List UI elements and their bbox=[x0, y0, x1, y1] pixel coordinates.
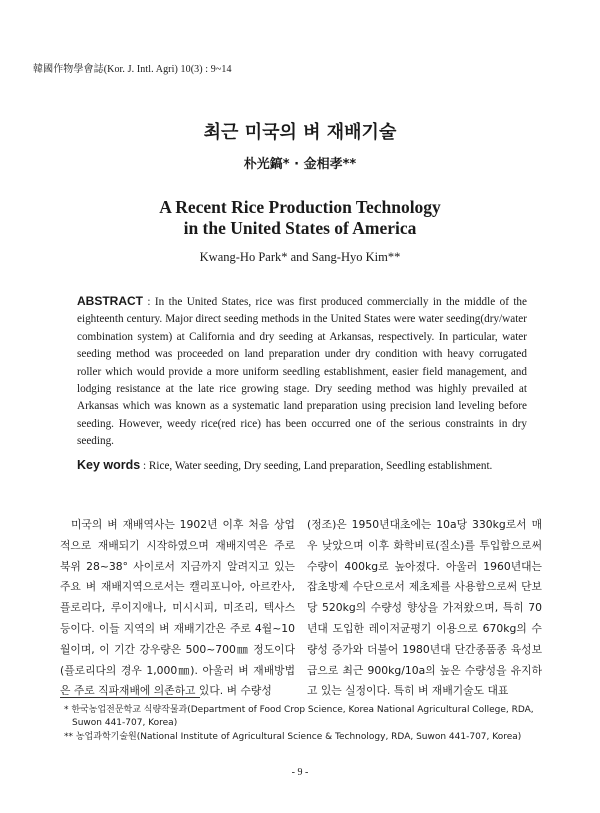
title-korean: 최근 미국의 벼 재배기술 bbox=[203, 122, 397, 143]
page-number: - 9 - bbox=[291, 767, 309, 778]
title-english-line2: in the United States of America bbox=[183, 218, 417, 238]
title-english bbox=[0, 197, 600, 239]
footnote-divider bbox=[60, 697, 200, 698]
authors-english: Kwang-Ho Park* and Sang-Hyo Kim** bbox=[199, 250, 401, 264]
abstract bbox=[77, 293, 527, 451]
keywords bbox=[77, 458, 537, 472]
journal-citation: 韓國作物學會誌(Kor. J. Intl. Agri) 10(3) : 9~14 bbox=[33, 64, 232, 75]
keywords-label: Key words bbox=[77, 458, 141, 472]
footnote-2: ** 농업과학기술원(National Institute of Agricultural Science & Technology, RDA, Suwon 441-707, Korea) bbox=[64, 732, 522, 742]
footnote-1: * 한국농업전문학교 식량작물과(Department of Food Crop Science, Korea National Agricultural College, RDA, Suwon 441-707, Korea) bbox=[64, 705, 534, 728]
keywords-text: : Rice, Water seeding, Dry seeding, Land preparation, Seedling establishment. bbox=[140, 460, 493, 472]
body-left-column: 미국의 벼 재배역사는 1902년 이후 처음 상업적으로 재배되기 시작하였으며 재배지역은 주로 북위 28~38° 사이로서 지금까지 알려지고 있는 주요 벼 재배지역으로서는 캘리포니아, 아르칸사, 플로리다, 루이지애나, 미시시피, 미조리, 텍사스 등이다. 이들 지역의 벼 재배기간은 주로 4월~10월이며, 이 기간 강우량은 500~700㎜ 정도이다(플로리다의 경우 1,000㎜). 아울러 벼 재배방법은 주로 직파재배에 의존하고 있다. 벼 수량성 bbox=[60, 518, 295, 698]
authors-korean: 朴光鎬* · 金相孝** bbox=[243, 157, 357, 172]
abstract-text: : In the United States, rice was first produced commercially in the middle of the eighteenth century. Major direct seeding methods in the United States were water seeding(dry/water combination system) at California and dry seeding at Arkansas, respectively. In particular, water seeding method was proceeded on land preparation under dry condition with heavy corrugated roller which would provide a more uniform seedling establishment, easier field management, and lodging resistance at the late rice growing stage. Dry seeding method was highly prevailed at Arkansas which was known as a systematic land preparation using precision land leveling before seeding. However, weedy rice(red rice) has been occurred one of the serious constraints in dry seeding. bbox=[77, 296, 527, 448]
body-right-column: (정조)은 1950년대초에는 10a당 330kg로서 매우 낮았으며 이후 화학비료(질소)를 투입함으로써 수량이 400kg로 높아졌다. 아울러 1960년대는 잡초방제 수단으로서 제초제를 사용함으로써 단보당 520kg의 수량성 향상을 가져왔으며, 특히 70년대 도입한 레이저균평기 이용으로 670kg의 수량성 증가와 더불어 1980년대 단간종품종 육성보급으로 최근 900kg/10a의 높은 수량성을 유지하고 있는 실정이다. 특히 벼 재배기술도 대표 bbox=[307, 518, 542, 698]
abstract-label: ABSTRACT bbox=[77, 294, 143, 308]
title-english-line1: A Recent Rice Production Technology bbox=[159, 197, 441, 217]
